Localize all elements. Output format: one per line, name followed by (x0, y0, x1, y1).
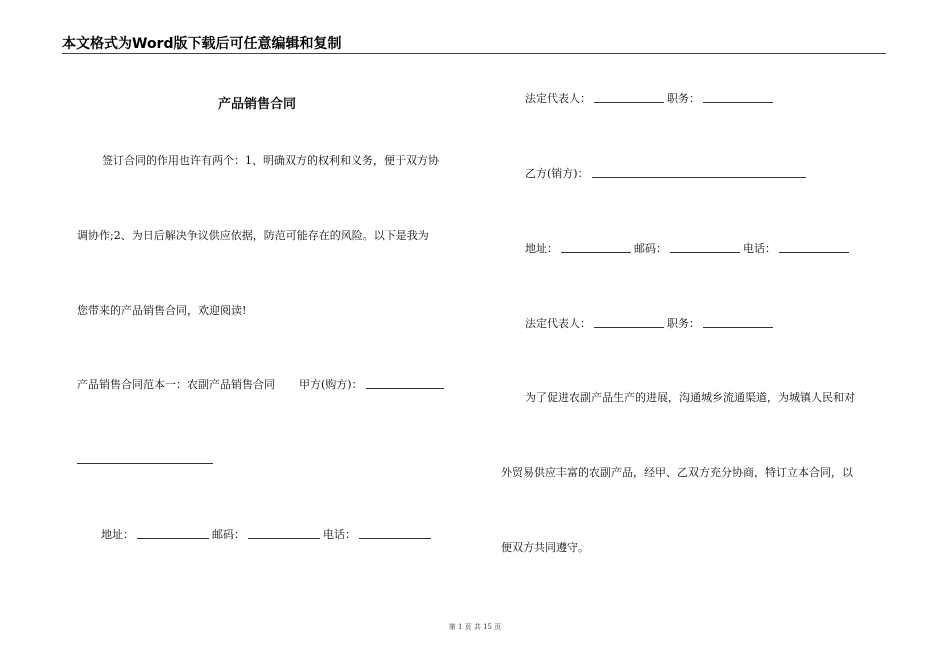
position-blank (703, 317, 773, 328)
intro-line-3: 您带来的产品销售合同，欢迎阅读! (77, 304, 247, 317)
address-blank (561, 242, 631, 253)
postcode-label: 邮码： (634, 242, 667, 255)
legal-rep-label: 法定代表人： (525, 92, 591, 105)
address-label: 地址： (525, 242, 558, 255)
party-a-blank (366, 378, 444, 389)
position-label: 职务： (667, 92, 700, 105)
postcode-label: 邮码： (212, 528, 245, 541)
party-b-blank (592, 167, 806, 178)
legal-rep-label: 法定代表人： (525, 317, 591, 330)
body-line-3: 便双方共同遵守。 (501, 541, 589, 554)
party-b-label: 乙方(销方)： (525, 167, 589, 180)
legal-rep-blank (594, 317, 664, 328)
body-line-1: 为了促进农副产品生产的进展，沟通城乡流通渠道，为城镇人民和对 (525, 391, 855, 404)
phone-blank (359, 528, 431, 539)
party-b-line (525, 167, 809, 181)
body-line-2: 外贸易供应丰富的农副产品，经甲、乙双方充分协商，特订立本合同，以 (501, 466, 853, 479)
header-divider (62, 53, 886, 54)
phone-label: 电话： (743, 242, 776, 255)
download-banner: 本文格式为Word版下载后可任意编辑和复制 (62, 36, 342, 52)
page-number: 第 1 页 共 15 页 (448, 623, 502, 631)
sample-label: 产品销售合同范本一：农副产品销售合同 (77, 378, 275, 391)
legal-rep-line-1 (525, 92, 776, 106)
postcode-blank (670, 242, 740, 253)
position-blank (703, 92, 773, 103)
party-a-blank-continued (77, 453, 213, 464)
party-a-label: 甲方(购方)： (299, 378, 363, 391)
intro-line-2: 调协作;2、为日后解决争议供应依据，防范可能存在的风险。以下是我为 (77, 229, 429, 242)
sample-heading-line (77, 378, 447, 392)
party-a-contact-line (101, 528, 434, 542)
party-b-contact-line (525, 242, 852, 256)
position-label: 职务： (667, 317, 700, 330)
address-label: 地址： (101, 528, 134, 541)
postcode-blank (248, 528, 320, 539)
phone-blank (779, 242, 849, 253)
address-blank (137, 528, 209, 539)
legal-rep-blank (594, 92, 664, 103)
phone-label: 电话： (323, 528, 356, 541)
document-title: 产品销售合同 (218, 97, 297, 112)
legal-rep-line-2 (525, 317, 776, 331)
intro-line-1: 签订合同的作用也许有两个：1、明确双方的权利和义务，便于双方协 (102, 154, 439, 167)
